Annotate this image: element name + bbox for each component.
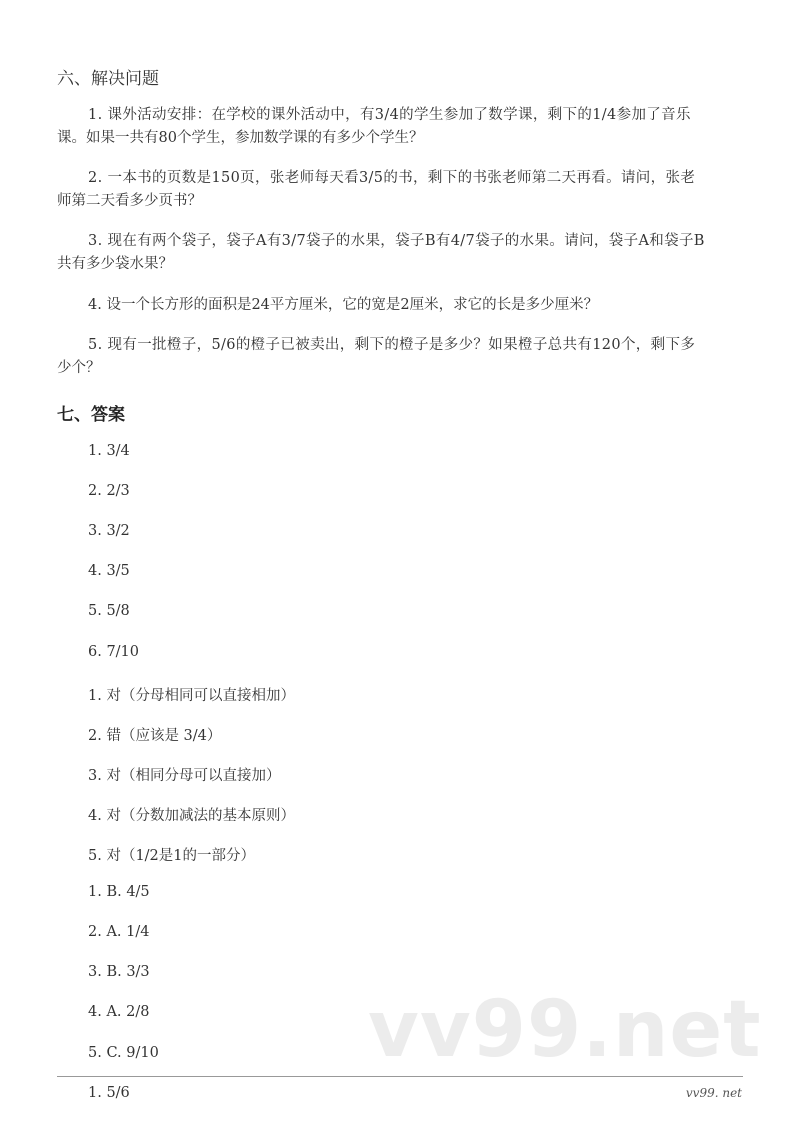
footer-divider xyxy=(57,1076,743,1077)
problem-2-line-2: 师第二天看多少页书？ xyxy=(57,193,202,209)
problem-1-line-2: 课。如果一共有80个学生，参加数学课的有多少个学生？ xyxy=(57,130,424,146)
answer-item: 5. C. 9/10 xyxy=(88,1044,159,1061)
answer-item: 2. A. 1/4 xyxy=(88,924,150,941)
problem-2-line-1: 2. 一本书的页数是150页，张老师每天看3/5的书，剩下的书张老师第二天再看。请问，张老 xyxy=(88,170,696,186)
problem-3-line-2: 共有多少袋水果？ xyxy=(57,256,173,272)
problem-5-line-2: 少个？ xyxy=(57,360,101,376)
section-7-heading: 七、答案 xyxy=(57,405,125,425)
problem-1-line-1: 1. 课外活动安排：在学校的课外活动中，有3/4的学生参加了数学课，剩下的1/4参加了音乐 xyxy=(88,107,691,123)
answer-item: 4. A. 2/8 xyxy=(88,1004,150,1021)
problem-4-line-1: 4. 设一个长方形的面积是24平方厘米，它的宽是2厘米，求它的长是多少厘米？ xyxy=(88,297,599,313)
answer-item: 3. 3/2 xyxy=(88,523,130,540)
answer-item: 6. 7/10 xyxy=(88,643,140,660)
watermark: vv99.net xyxy=(368,985,762,1075)
footer-site: vv99. net xyxy=(685,1086,742,1100)
answer-item: 4. 3/5 xyxy=(88,563,130,580)
answer-item: 5. 对（1/2是1的一部分） xyxy=(88,848,256,864)
problem-3-line-1: 3. 现在有两个袋子，袋子A有3/7袋子的水果，袋子B有4/7袋子的水果。请问，袋子A和袋子B xyxy=(88,233,705,249)
answer-item: 5. 5/8 xyxy=(88,603,130,620)
section-6-heading: 六、解决问题 xyxy=(57,69,159,89)
answer-item: 2. 错（应该是 3/4） xyxy=(88,727,222,744)
answer-item: 1. 3/4 xyxy=(88,443,130,459)
problem-5-line-1: 5. 现有一批橙子，5/6的橙子已被卖出，剩下的橙子是多少？如果橙子总共有120个，剩下多 xyxy=(88,337,696,353)
answer-item: 3. 对（相同分母可以直接加） xyxy=(88,767,281,784)
answer-item: 2. 2/3 xyxy=(88,483,130,500)
answer-item: 1. B. 4/5 xyxy=(88,884,150,901)
answer-item: 1. 对（分母相同可以直接相加） xyxy=(88,687,295,704)
answer-item: 3. B. 3/3 xyxy=(88,964,150,981)
answer-item: 1. 5/6 xyxy=(88,1084,130,1101)
answer-item: 4. 对（分数加减法的基本原则） xyxy=(88,807,295,824)
